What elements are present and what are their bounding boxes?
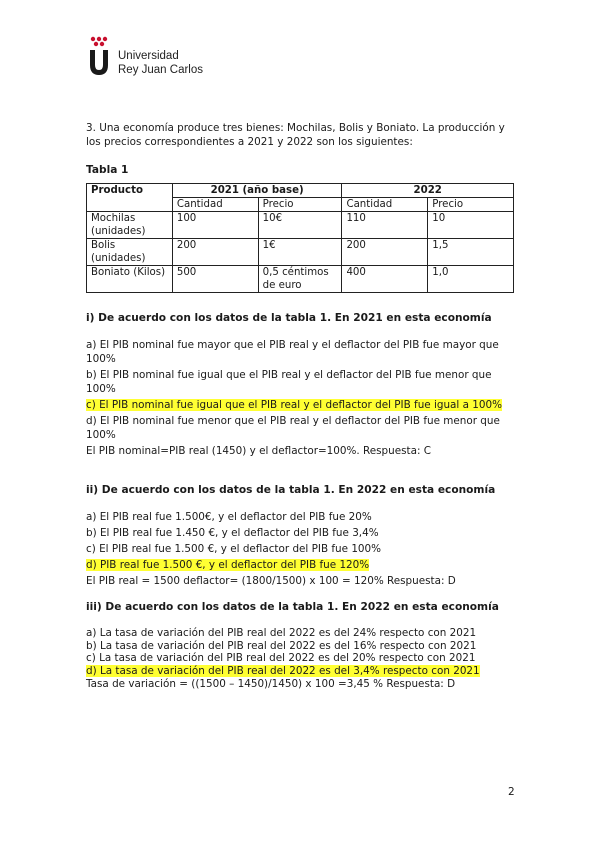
- cell-qty-2021: 100: [172, 212, 258, 239]
- subheader-qty-2022: Cantidad: [342, 198, 428, 212]
- subheader-qty-2021: Cantidad: [172, 198, 258, 212]
- option-a: a) El PIB nominal fue mayor que el PIB real y el deflactor del PIB fue mayor que 100%: [86, 339, 499, 365]
- option-c: c) El PIB real fue 1.500 €, y el deflactor del PIB fue 100%: [86, 543, 382, 555]
- table-header-row: [87, 184, 514, 198]
- table-row: [87, 266, 514, 293]
- option-a: a) El PIB real fue 1.500€, y el deflactor del PIB fue 20%: [86, 511, 372, 523]
- cell-qty-2021: 200: [172, 239, 258, 266]
- option-c-correct: [86, 398, 516, 412]
- option-a: a) La tasa de variación del PIB real del 2022 es del 24% respecto con 2021: [86, 627, 477, 639]
- production-table: [86, 183, 514, 293]
- question-title: iii) De acuerdo con los datos de la tabla 1. En 2022 en esta economía: [86, 601, 499, 613]
- answer-explanation: Tasa de variación = ((1500 – 1450)/1450) x 100 =3,45 % Respuesta: D: [86, 678, 456, 690]
- cell-price-2021: 10€: [258, 212, 342, 239]
- header-2022: 2022: [342, 184, 514, 198]
- option-c: c) La tasa de variación del PIB real del 2022 es del 20% respecto con 2021: [86, 652, 476, 664]
- cell-price-2022: 10: [428, 212, 514, 239]
- cell-price-2021: 1€: [258, 239, 342, 266]
- question-3: [86, 601, 516, 691]
- cell-price-2022: 1,0: [428, 266, 514, 293]
- cell-price-2022: 1,5: [428, 239, 514, 266]
- subheader-price-2022: Precio: [428, 198, 514, 212]
- highlighted-answer: d) PIB real fue 1.500 €, y el deflactor del PIB fue 120%: [86, 559, 370, 571]
- page-number: 2: [508, 786, 515, 798]
- option-d-correct: [86, 558, 516, 572]
- university-name-line2: Rey Juan Carlos: [118, 64, 204, 76]
- option-b: b) El PIB real fue 1.450 €, y el deflactor del PIB fue 3,4%: [86, 527, 379, 539]
- cell-qty-2022: 200: [342, 239, 428, 266]
- header-product: Producto: [87, 184, 173, 212]
- table-row: [87, 239, 514, 266]
- cell-qty-2022: 110: [342, 212, 428, 239]
- highlighted-answer: c) El PIB nominal fue igual que el PIB real y el deflactor del PIB fue igual a 100%: [86, 399, 502, 411]
- table-row: [87, 212, 514, 239]
- question-title: ii) De acuerdo con los datos de la tabla 1. En 2022 en esta economía: [86, 484, 496, 496]
- question-2: [86, 484, 516, 588]
- cell-price-2021: 0,5 céntimos de euro: [258, 266, 342, 293]
- option-d: d) El PIB nominal fue menor que el PIB real y el deflactor del PIB fue menor que 100%: [86, 415, 500, 441]
- university-name-line1: Universidad: [118, 50, 179, 62]
- option-b: b) El PIB nominal fue igual que el PIB real y el deflactor del PIB fue menor que 100%: [86, 369, 492, 395]
- cell-product: Mochilas (unidades): [87, 212, 173, 239]
- highlighted-answer: d) La tasa de variación del PIB real del 2022 es del 3,4% respecto con 2021: [86, 664, 480, 677]
- cell-product: Boniato (Kilos): [87, 266, 173, 293]
- cell-qty-2022: 400: [342, 266, 428, 293]
- table-title: Tabla 1: [86, 164, 129, 176]
- answer-explanation: El PIB real = 1500 deflactor= (1800/1500) x 100 = 120% Respuesta: D: [86, 575, 456, 587]
- option-d-correct: [86, 665, 516, 678]
- subheader-price-2021: Precio: [258, 198, 342, 212]
- answer-explanation: El PIB nominal=PIB real (1450) y el deflactor=100%. Respuesta: C: [86, 445, 432, 457]
- header-2021: 2021 (año base): [172, 184, 342, 198]
- university-logo: [88, 36, 203, 77]
- option-b: b) La tasa de variación del PIB real del 2022 es del 16% respecto con 2021: [86, 639, 477, 652]
- cell-qty-2021: 500: [172, 266, 258, 293]
- problem-statement: 3. Una economía produce tres bienes: Mochilas, Bolis y Boniato. La producción y los precios correspondientes a 2021 y 2022 son los siguientes:: [86, 122, 505, 148]
- cell-product: Bolis (unidades): [87, 239, 173, 266]
- university-name: [118, 49, 203, 77]
- question-1: [86, 312, 516, 458]
- question-title: i) De acuerdo con los datos de la tabla 1. En 2021 en esta economía: [86, 312, 492, 324]
- university-crest-icon: [88, 36, 110, 76]
